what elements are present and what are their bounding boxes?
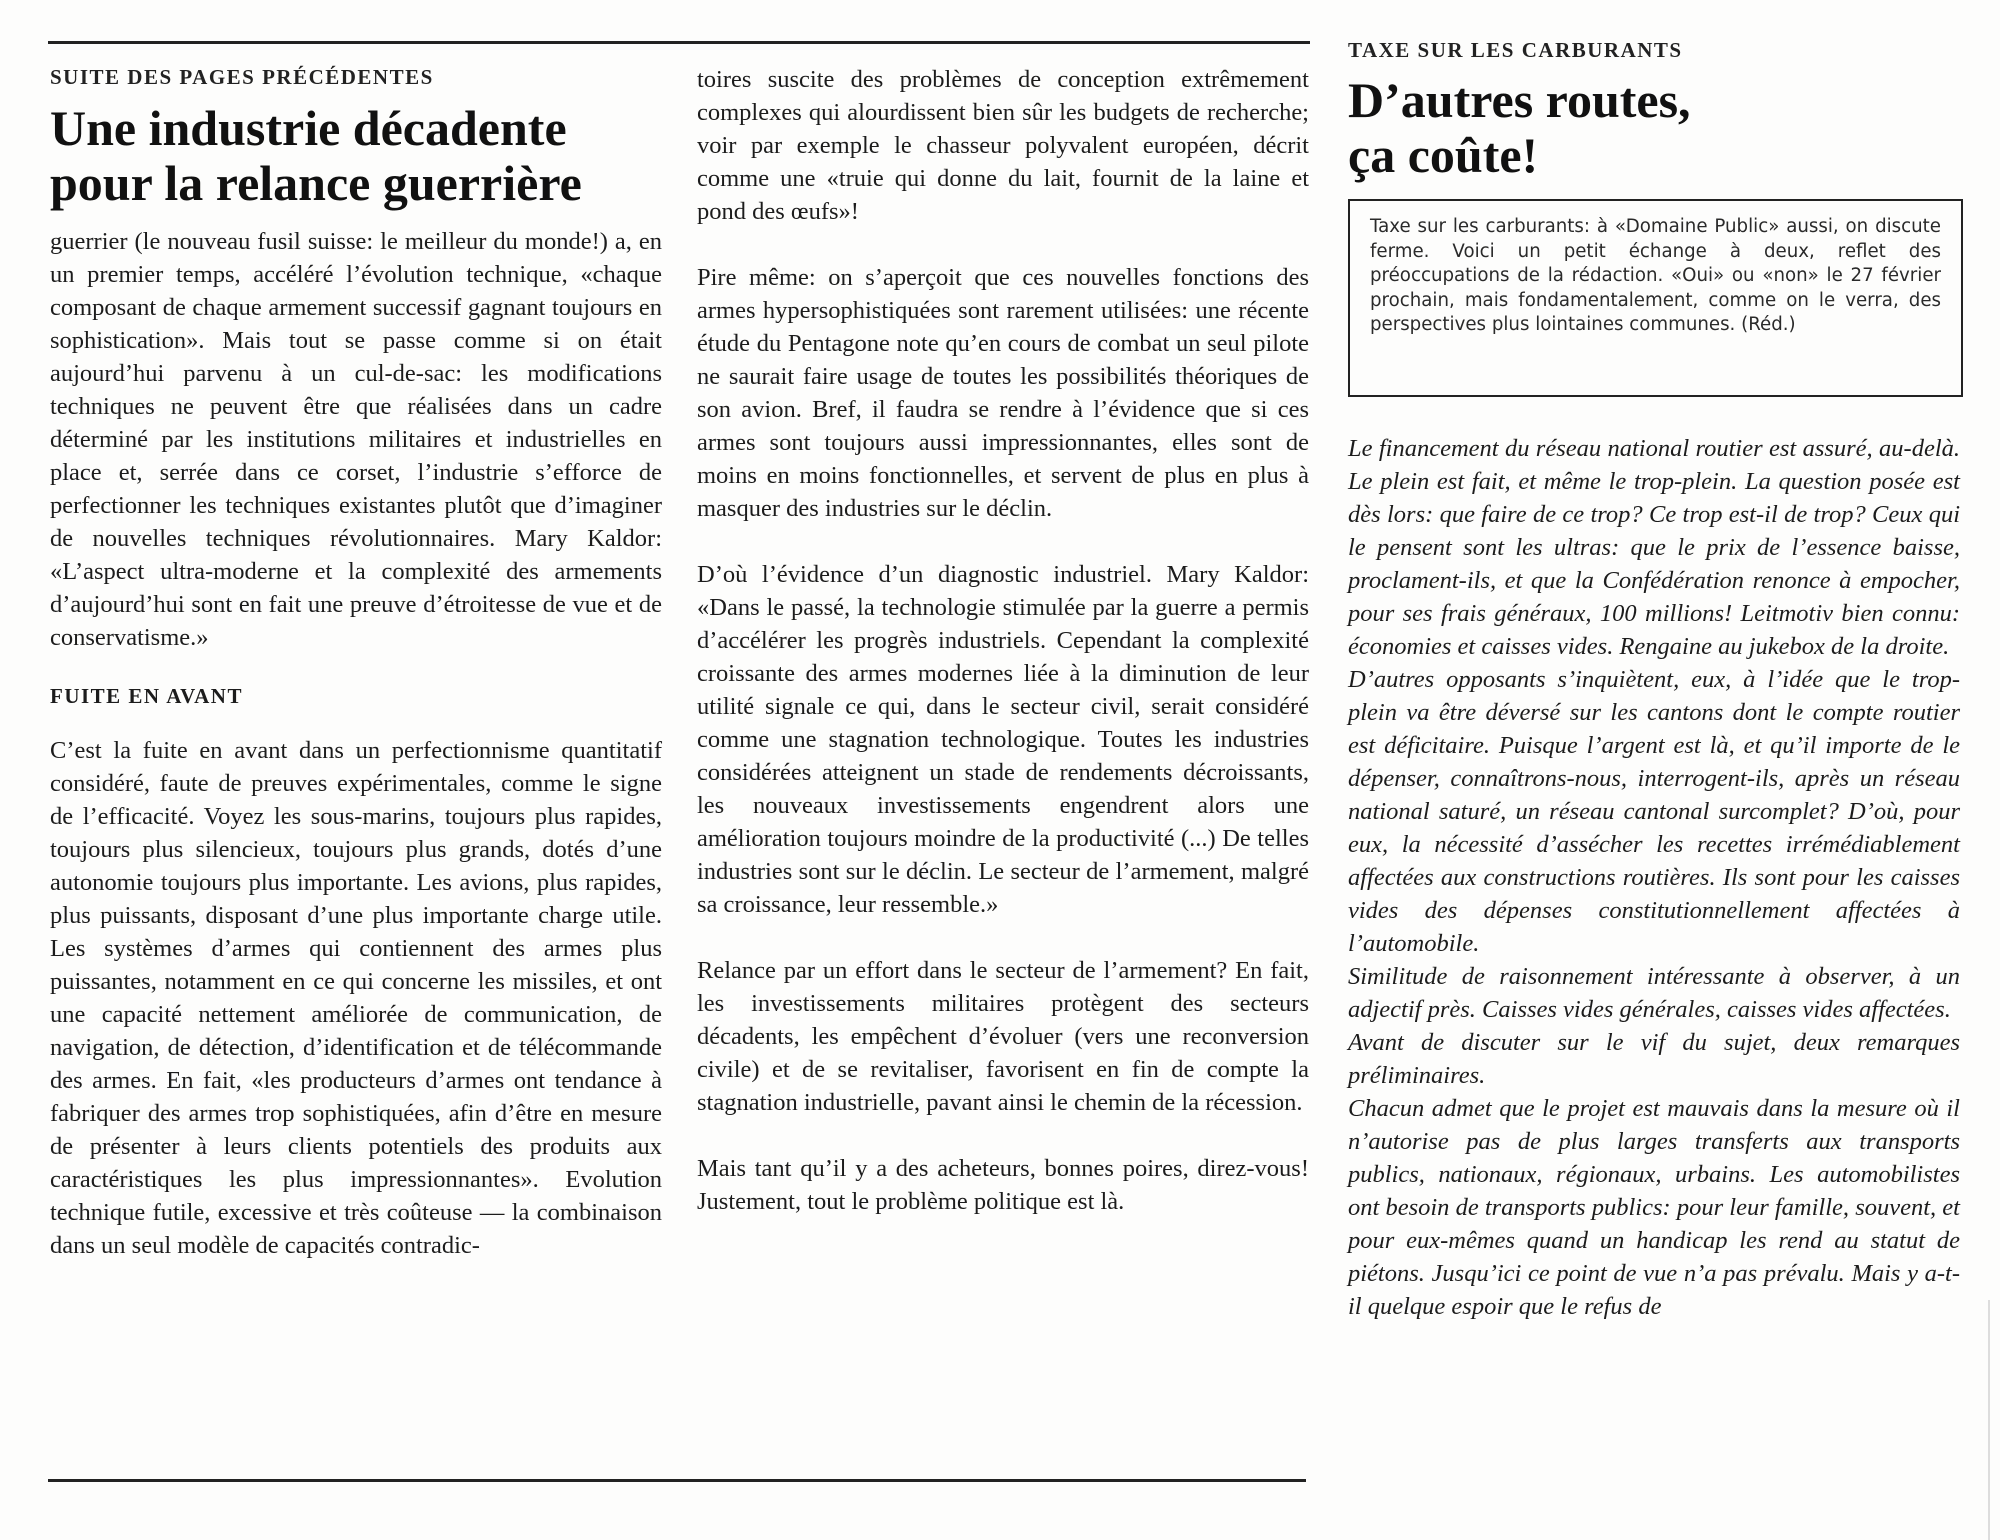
bottom-rule [48,1479,1306,1482]
left-headline-line1: Une industrie décadente [50,100,567,156]
left-kicker: SUITE DES PAGES PRÉCÉDENTES [50,65,434,89]
col3-paragraph: Chacun admet que le projet est mauvais dans la mesure où il n’autorise pas de plus larges transferts aux transports publics, nationaux, régionaux, urbains. Les automobilistes ont besoin de transports publics: pour leur famille, souvent, et pour eux-mêmes quand un handicap les rend au statut de piétons. Jusqu’ici ce point de vue n’a pas prévalu. Mais y a-t-il quelque espoir que le refus de [1348,1095,1960,1320]
col3-paragraph: Avant de discuter sur le vif du sujet, deux remarques préliminaires. [1348,1029,1960,1089]
col2-paragraph: toires suscite des problèmes de conception extrêmement complexes qui alourdissent bien sûr les budgets de recherche; voir par exemple le chasseur polyvalent européen, décrit comme une «truie qui donne du lait, fournit de la laine et pond des œufs»! [697,66,1309,225]
page-edge [1988,1300,1990,1540]
col3-paragraph: Le financement du réseau national routier est assuré, au-delà. Le plein est fait, et même le trop-plein. La question posée est dès lors: que faire de ce trop? Ce trop est-il de trop? Ceux qui le pensent sont les ultras: que le prix de l’essence baisse, proclament-ils, et que la Confédération renonce à empocher, pour ses frais généraux, 100 millions! Leitmotiv bien connu: économies et caisses vides. Rengaine au jukebox de la droite. [1348,435,1960,660]
left-headline [50,101,670,211]
col3-paragraph: Similitude de raisonnement intéressante à observer, à un adjectif près. Caisses vides générales, caisses vides affectées. [1348,963,1960,1023]
col1-paragraph: guerrier (le nouveau fusil suisse: le meilleur du monde!) a, en un premier temps, accéléré l’évolution technique, «chaque composant de chaque armement successif gagnant toujours en sophistication». Mais tout se passe comme si on était aujourd’hui parvenu à un cul-de-sac: les modifications techniques ne peuvent être que réalisées dans un cadre déterminé par les institutions militaires et industrielles en place et, serrée dans ce corset, l’industrie s’efforce de perfectionner les techniques existantes plutôt que d’imaginer de nouvelles techniques révolutionnaires. Mary Kaldor: «L’aspect ultra-moderne et la complexité des armements d’aujourd’hui sont en fait une preuve d’étroitesse de vue et de conservatisme.» [50,228,662,651]
col3-paragraph: D’autres opposants s’inquiètent, eux, à l’idée que le trop-plein va être déversé sur les cantons dont le compte routier est déficitaire. Puisque l’argent est là, et qu’il importe de le dépenser, connaîtrons-nous, interrogent-ils, après un réseau national saturé, un réseau cantonal surcomplet? D’où, pour eux, la nécessité d’assécher les recettes irrémédiablement affectées aux constructions routières. Ils sont pour les caisses vides des dépenses constitutionnellement affectées à l’automobile. [1348,666,1960,957]
column-1 [50,225,662,1262]
column-2 [697,63,1309,1218]
col2-paragraph: D’où l’évidence d’un diagnostic industriel. Mary Kaldor: «Dans le passé, la technologie stimulée par la guerre a permis d’accélérer les progrès industriels. Cependant la complexité croissante des armes modernes liée à la diminution de leur utilité signale ce qui, dans le secteur civil, serait considéré comme une stagnation technologique. Toutes les industries considérées atteignent un stade de rendements décroissants, les nouveaux investissements engendrent alors une amélioration toujours moindre de la productivité (...) De telles industries sont sur le déclin. Le secteur de l’armement, malgré sa croissance, leur ressemble.» [697,561,1309,918]
column-3 [1348,432,1960,1323]
top-rule [48,41,1310,44]
right-kicker: TAXE SUR LES CARBURANTS [1348,38,1683,62]
section-heading: FUITE EN AVANT [50,684,243,708]
right-headline-line1: D’autres routes, [1348,72,1691,128]
col2-paragraph: Pire même: on s’aperçoit que ces nouvelles fonctions des armes hypersophistiquées sont rarement utilisées: une récente étude du Pentagone note qu’en cours de combat un seul pilote ne saurait faire usage de toutes les possibilités théoriques de son avion. Bref, il faudra se rendre à l’évidence que si ces armes sont toujours aussi impressionnantes, elles sont de moins en moins fonctionnelles, et servent de plus en plus à masquer des industries sur le déclin. [697,264,1309,522]
col1-paragraph: C’est la fuite en avant dans un perfectionnisme quantitatif considéré, faute de preuves expérimentales, comme le signe de l’efficacité. Voyez les sous-marins, toujours plus rapides, toujours plus silencieux, toujours plus grands, dotés d’une autonomie toujours plus importante. Les avions, plus rapides, plus puissants, disposant d’une plus importante charge utile. Les systèmes d’armes qui contiennent des armes plus puissantes, notamment en ce qui concerne les missiles, et ont une capacité nettement améliorée de communication, de navigation, de détection, d’identification et de télécommande des armes. En fait, «les producteurs d’armes ont tendance à fabriquer des armes trop sophistiquées, afin d’être en mesure de présenter à leurs clients potentiels des produits aux caractéristiques les plus impressionnantes». Evolution technique futile, excessive et très coûteuse — la combinaison dans un seul modèle de capacités contradic- [50,737,662,1259]
right-headline-line2: ça coûte! [1348,127,1539,183]
col2-paragraph: Relance par un effort dans le secteur de l’armement? En fait, les investissements militaires protègent des secteurs décadents, les empêchent d’évoluer (vers une reconversion civile) et de se revitaliser, favorisent en fin de compte la stagnation industrielle, pavant ainsi le chemin de la récession. [697,957,1309,1116]
right-headline [1348,73,1948,183]
editor-note-box: Taxe sur les carburants: à «Domaine Public» aussi, on discute ferme. Voici un petit échange à deux, reflet des préoccupations de la rédaction. «Oui» ou «non» le 27 février prochain, mais fondamentalement, comme on le verra, des perspectives plus lointaines communes. (Réd.) [1348,199,1963,397]
left-headline-line2: pour la relance guerrière [50,155,582,211]
col2-paragraph: Mais tant qu’il y a des acheteurs, bonnes poires, direz-vous! Justement, tout le problème politique est là. [697,1155,1309,1215]
